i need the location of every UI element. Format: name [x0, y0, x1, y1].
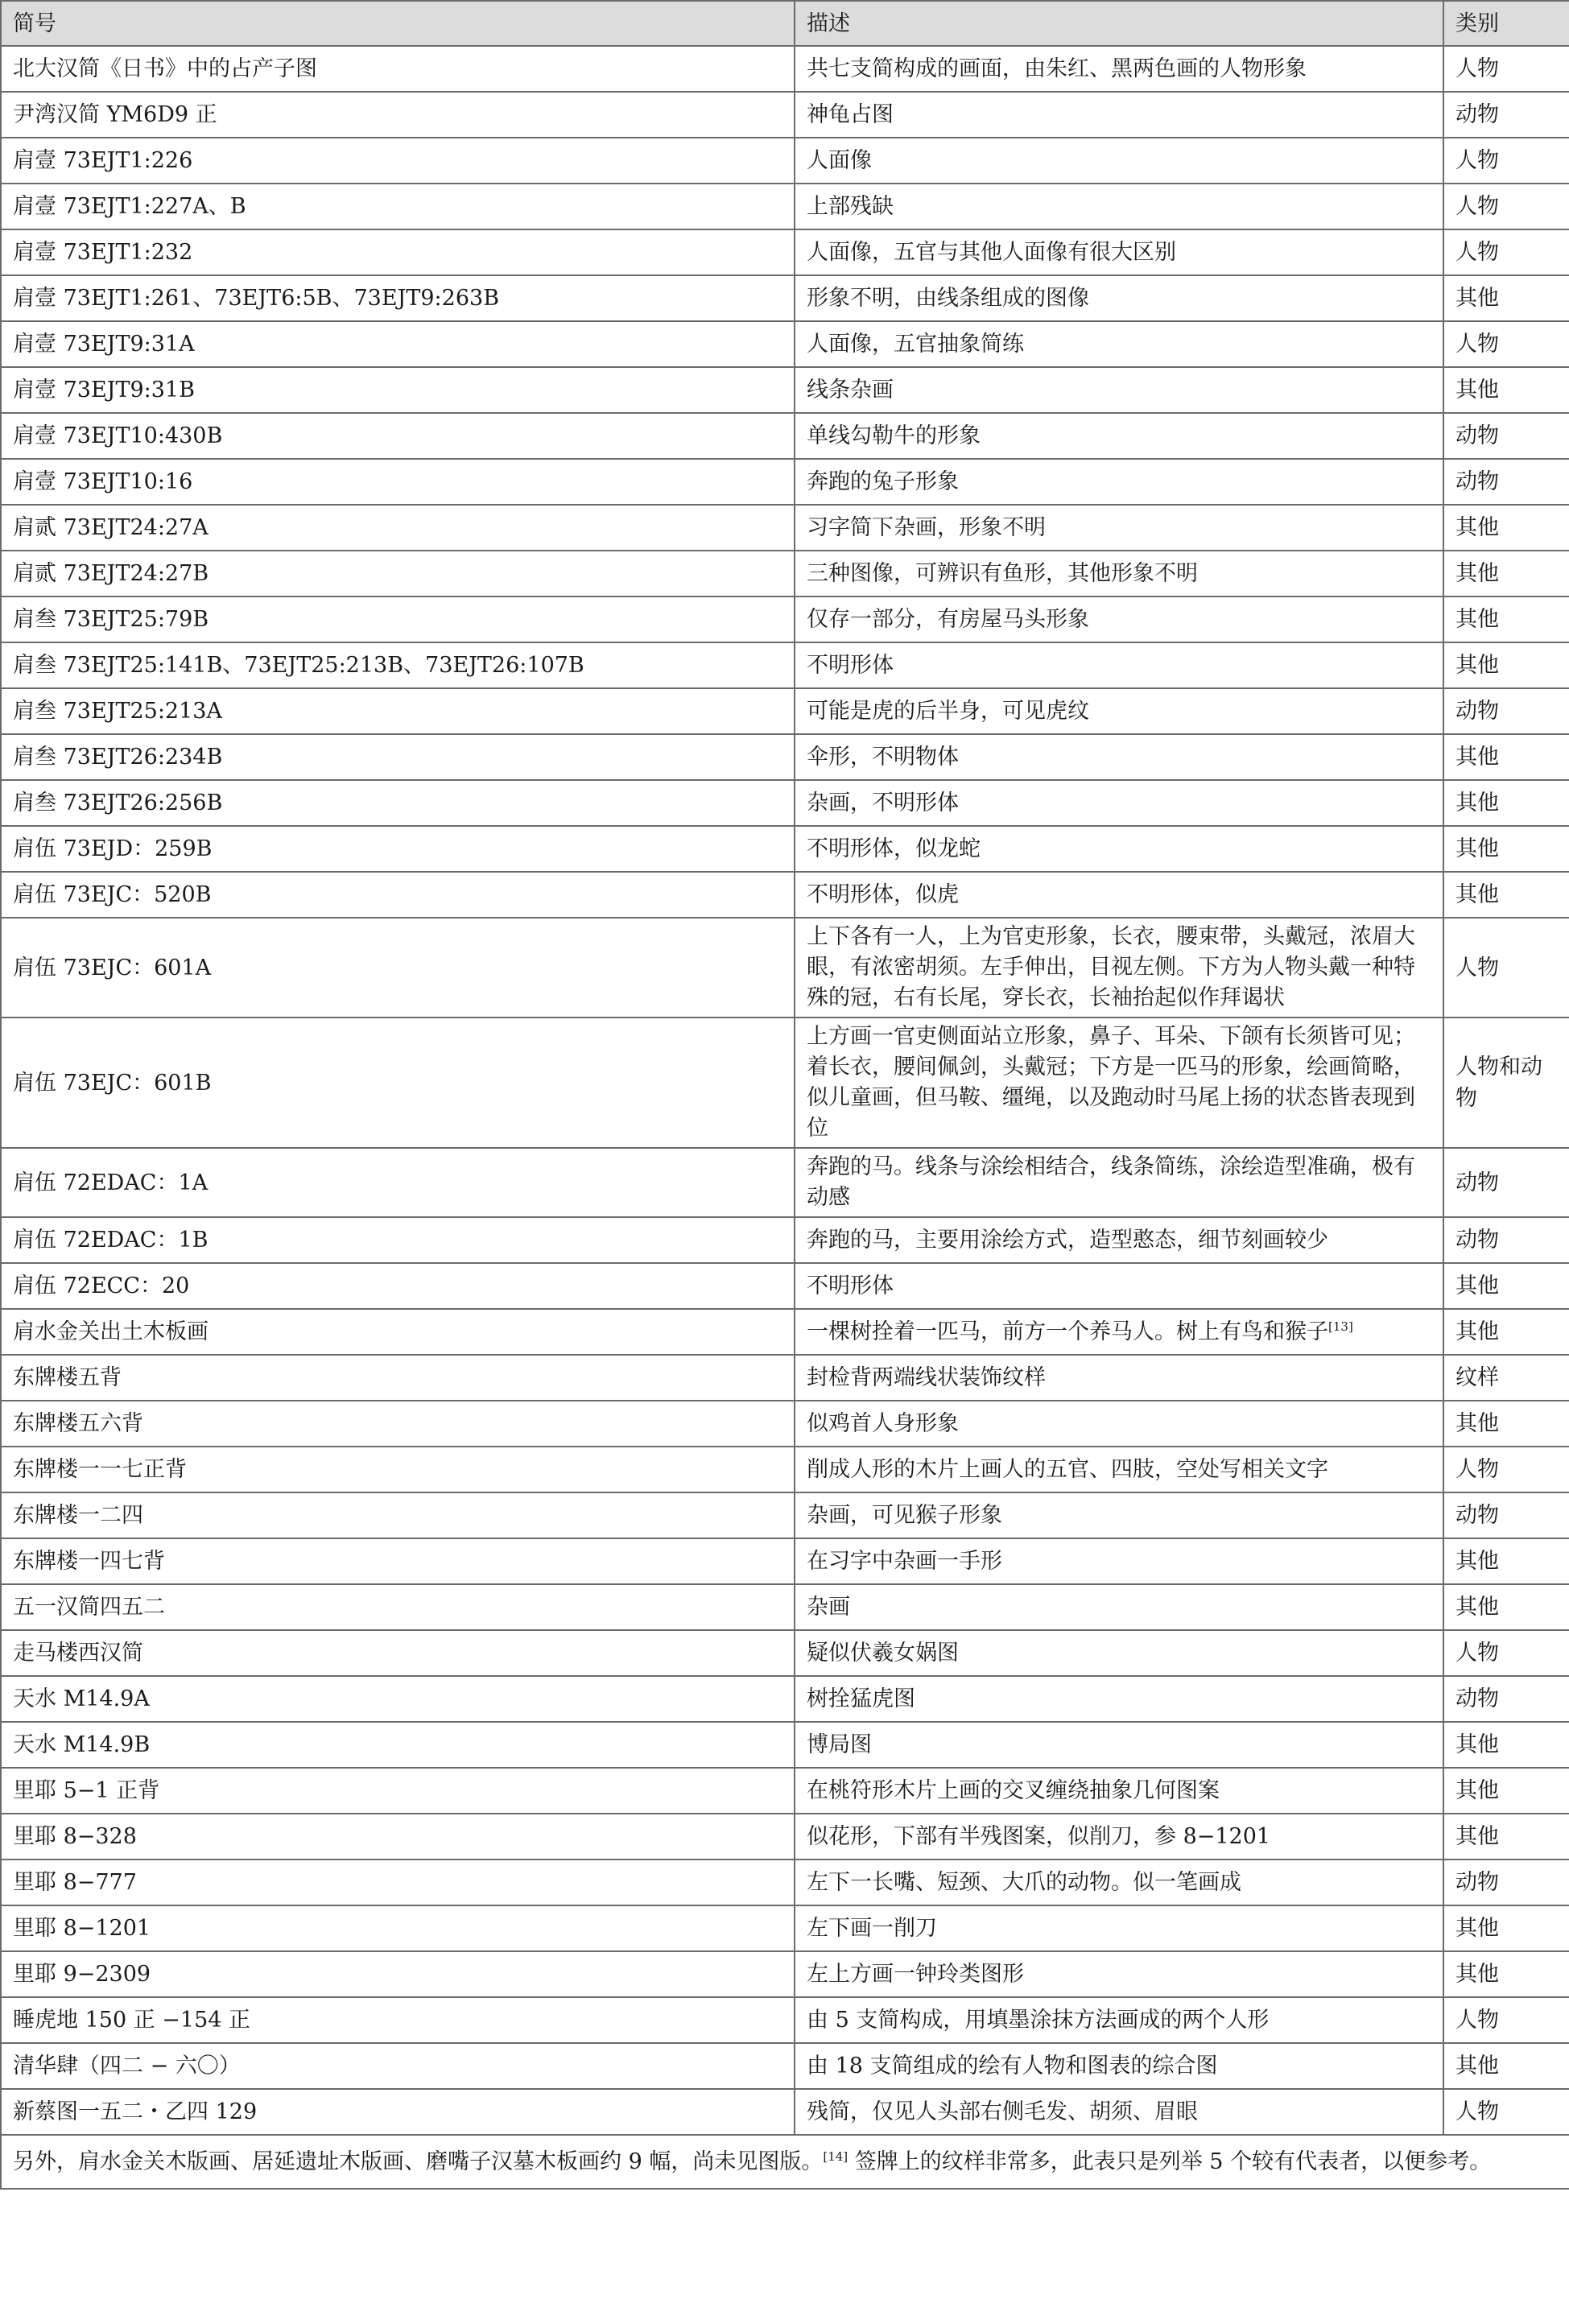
cell-id: 天水 M14.9B: [1, 1722, 795, 1768]
table-row: [1, 413, 1569, 459]
cell-description: [795, 1492, 1443, 1538]
cell-description-text: 形象不明，由线条组成的图像: [807, 285, 1089, 311]
cell-category: 人物: [1443, 1997, 1569, 2043]
cell-description-text: 不明形体: [807, 1273, 894, 1298]
table-row: [1, 1676, 1569, 1722]
cell-description: [795, 688, 1443, 734]
cell-description-text: 三种图像，可辨识有鱼形，其他形象不明: [807, 560, 1198, 586]
cell-id: 东牌楼五背: [1, 1355, 795, 1401]
cell-category: 人物: [1443, 138, 1569, 184]
cell-description: [795, 1814, 1443, 1860]
table-row: [1, 1018, 1569, 1148]
table-row: [1, 1401, 1569, 1447]
cell-description-text: 削成人形的木片上画人的五官、四肢，空处写相关文字: [807, 1456, 1328, 1482]
cell-id: 东牌楼五六背: [1, 1401, 795, 1447]
cell-id: 肩贰 73EJT24:27B: [1, 551, 795, 596]
cell-description: [795, 505, 1443, 551]
cell-id: 走马楼西汉简: [1, 1630, 795, 1676]
cell-category: 动物: [1443, 1148, 1569, 1217]
table-row: [1, 367, 1569, 413]
cell-id: 里耶 9−2309: [1, 1951, 795, 1997]
cell-description: [795, 1722, 1443, 1768]
cell-id: 肩伍 73EJC：601B: [1, 1018, 795, 1148]
table-row: [1, 1722, 1569, 1768]
cell-description: [795, 1355, 1443, 1401]
table-row: [1, 1814, 1569, 1860]
cell-id: 天水 M14.9A: [1, 1676, 795, 1722]
cell-id: 肩伍 72EDAC：1A: [1, 1148, 795, 1217]
table-row: [1, 2089, 1569, 2135]
cell-id: 肩叁 73EJT26:256B: [1, 780, 795, 826]
cell-description-text: 不明形体，似虎: [807, 881, 959, 907]
cell-description-text: 习字简下杂画，形象不明: [807, 514, 1046, 540]
cell-description: [795, 184, 1443, 229]
table-row: [1, 2043, 1569, 2089]
cell-category: 人物: [1443, 229, 1569, 275]
cell-id: 肩叁 73EJT25:79B: [1, 596, 795, 642]
cell-category: 其他: [1443, 1263, 1569, 1309]
note-footnote-ref: [14]: [823, 2149, 848, 2164]
header-id: 简号: [1, 1, 795, 46]
cell-description: [795, 321, 1443, 367]
cell-description: [795, 367, 1443, 413]
table-row: [1, 92, 1569, 138]
table-row: [1, 1997, 1569, 2043]
cell-description-text: 伞形，不明物体: [807, 744, 959, 770]
table-row: [1, 1860, 1569, 1905]
cell-description: [795, 1401, 1443, 1447]
cell-id: 东牌楼一四七背: [1, 1538, 795, 1584]
cell-description: [795, 46, 1443, 92]
cell-category: 其他: [1443, 275, 1569, 321]
cell-description-text: 在习字中杂画一手形: [807, 1548, 1002, 1574]
table-row: [1, 1768, 1569, 1814]
cell-category: 其他: [1443, 505, 1569, 551]
cell-description-text: 奔跑的马。线条与涂绘相结合，线条简练，涂绘造型准确，极有动感: [807, 1154, 1415, 1210]
note-text-after: 签牌上的纹样非常多，此表只是列举 5 个较有代表者，以便参考。: [848, 2149, 1492, 2174]
cell-description: [795, 413, 1443, 459]
cell-description: [795, 918, 1443, 1018]
table-row: [1, 275, 1569, 321]
cell-category: 动物: [1443, 1676, 1569, 1722]
cell-id: 肩伍 73EJC：520B: [1, 872, 795, 918]
cell-id: 北大汉简《日书》中的占产子图: [1, 46, 795, 92]
cell-id: 肩壹 73EJT10:16: [1, 459, 795, 505]
table-header-row: [1, 1, 1569, 46]
cell-description-text: 一棵树拴着一匹马，前方一个养马人。树上有鸟和猴子: [807, 1319, 1328, 1344]
cell-category: 其他: [1443, 1722, 1569, 1768]
table-row: [1, 184, 1569, 229]
cell-description-text: 神龟占图: [807, 101, 894, 127]
cell-description-text: 不明形体: [807, 652, 894, 678]
cell-description: [795, 138, 1443, 184]
table-row: [1, 505, 1569, 551]
cell-description: [795, 1860, 1443, 1905]
table-row: [1, 1355, 1569, 1401]
cell-description: [795, 1148, 1443, 1217]
cell-description: [795, 2089, 1443, 2135]
cell-id: 肩壹 73EJT1:227A、B: [1, 184, 795, 229]
cell-category: 人物: [1443, 1630, 1569, 1676]
cell-description: [795, 642, 1443, 688]
cell-description-text: 可能是虎的后半身，可见虎纹: [807, 698, 1089, 724]
cell-category: 动物: [1443, 92, 1569, 138]
cell-id: 肩叁 73EJT25:141B、73EJT25:213B、73EJT26:107B: [1, 642, 795, 688]
table-row: [1, 918, 1569, 1018]
table-row: [1, 642, 1569, 688]
table-row: [1, 1447, 1569, 1492]
cell-id: 肩伍 72EDAC：1B: [1, 1217, 795, 1263]
cell-category: 其他: [1443, 551, 1569, 596]
cell-category: 其他: [1443, 1584, 1569, 1630]
cell-id: 东牌楼一一七正背: [1, 1447, 795, 1492]
cell-description: [795, 1447, 1443, 1492]
cell-description-text: 左下一长嘴、短颈、大爪的动物。似一笔画成: [807, 1869, 1241, 1895]
cell-category: 人物: [1443, 918, 1569, 1018]
cell-description-text: 似花形，下部有半残图案，似削刀，参 8−1201: [807, 1823, 1271, 1849]
cell-id: 肩伍 72ECC：20: [1, 1263, 795, 1309]
table-row: [1, 1905, 1569, 1951]
footnote-ref: [13]: [1328, 1319, 1353, 1334]
cell-description-text: 杂画，可见猴子形象: [807, 1502, 1002, 1528]
cell-id: 东牌楼一二四: [1, 1492, 795, 1538]
cell-id: 里耶 8−328: [1, 1814, 795, 1860]
cell-category: 其他: [1443, 596, 1569, 642]
cell-id: 新蔡图一五二・乙四 129: [1, 2089, 795, 2135]
header-category: 类别: [1443, 1, 1569, 46]
cell-category: 其他: [1443, 1905, 1569, 1951]
cell-description-text: 杂画: [807, 1594, 850, 1620]
cell-id: 肩壹 73EJT9:31A: [1, 321, 795, 367]
table-row: [1, 872, 1569, 918]
cell-id: 肩壹 73EJT9:31B: [1, 367, 795, 413]
table-row: [1, 1492, 1569, 1538]
table-row: [1, 1951, 1569, 1997]
cell-description: [795, 2043, 1443, 2089]
cell-description-text: 上部残缺: [807, 193, 894, 219]
cell-category: 其他: [1443, 1768, 1569, 1814]
cell-description: [795, 1630, 1443, 1676]
cell-id: 肩叁 73EJT25:213A: [1, 688, 795, 734]
table-row: [1, 1630, 1569, 1676]
cell-id: 肩壹 73EJT1:261、73EJT6:5B、73EJT9:263B: [1, 275, 795, 321]
cell-category: 人物: [1443, 46, 1569, 92]
table-row: [1, 734, 1569, 780]
cell-id: 尹湾汉简 YM6D9 正: [1, 92, 795, 138]
cell-category: 其他: [1443, 1814, 1569, 1860]
cell-category: 动物: [1443, 1492, 1569, 1538]
cell-description-text: 上方画一官吏侧面站立形象，鼻子、耳朵、下颌有长须皆可见；着长衣，腰间佩剑，头戴冠；下方是一匹马的形象，绘画简略，似儿童画，但马鞍、缰绳，以及跑动时马尾上扬的状态皆表现到位: [807, 1024, 1415, 1141]
table-row: [1, 138, 1569, 184]
cell-category: 其他: [1443, 642, 1569, 688]
cell-description: [795, 780, 1443, 826]
cell-description-text: 由 18 支简组成的绘有人物和图表的综合图: [807, 2053, 1218, 2078]
table-row: [1, 826, 1569, 872]
cell-category: 其他: [1443, 367, 1569, 413]
cell-description: [795, 1018, 1443, 1148]
cell-description-text: 树拴猛虎图: [807, 1686, 915, 1711]
cell-description-text: 仅存一部分，有房屋马头形象: [807, 606, 1089, 632]
cell-description: [795, 1905, 1443, 1951]
cell-description: [795, 92, 1443, 138]
cell-description: [795, 734, 1443, 780]
cell-category: 其他: [1443, 1309, 1569, 1355]
cell-category: 其他: [1443, 1538, 1569, 1584]
cell-id: 肩壹 73EJT1:232: [1, 229, 795, 275]
cell-id: 睡虎地 150 正 −154 正: [1, 1997, 795, 2043]
cell-description-text: 奔跑的马，主要用涂绘方式，造型憨态，细节刻画较少: [807, 1227, 1328, 1253]
cell-category: 其他: [1443, 780, 1569, 826]
cell-id: 肩壹 73EJT1:226: [1, 138, 795, 184]
cell-id: 肩伍 73EJC：601A: [1, 918, 795, 1018]
cell-category: 动物: [1443, 413, 1569, 459]
cell-category: 人物: [1443, 2089, 1569, 2135]
table-row: [1, 688, 1569, 734]
cell-id: 肩叁 73EJT26:234B: [1, 734, 795, 780]
table-row: [1, 1584, 1569, 1630]
cell-category: 动物: [1443, 459, 1569, 505]
cell-description-text: 在桃符形木片上画的交叉缠绕抽象几何图案: [807, 1777, 1220, 1803]
cell-id: 肩壹 73EJT10:430B: [1, 413, 795, 459]
cell-description: [795, 1217, 1443, 1263]
table-row: [1, 229, 1569, 275]
cell-description: [795, 826, 1443, 872]
cell-category: 动物: [1443, 688, 1569, 734]
cell-id: 清华肆（四二 − 六〇）: [1, 2043, 795, 2089]
cell-description-text: 疑似伏羲女娲图: [807, 1640, 959, 1666]
cell-description-text: 线条杂画: [807, 377, 894, 402]
cell-description-text: 博局图: [807, 1732, 872, 1757]
cell-description-text: 封检背两端线状装饰纹样: [807, 1364, 1046, 1390]
cell-category: 其他: [1443, 826, 1569, 872]
cell-description-text: 共七支简构成的画面，由朱红、黑两色画的人物形象: [807, 56, 1307, 81]
cell-description-text: 人面像，五官抽象简练: [807, 331, 1024, 357]
table-row: [1, 46, 1569, 92]
cell-category: 人物: [1443, 184, 1569, 229]
cell-description-text: 左上方画一钟玲类图形: [807, 1961, 1024, 1987]
cell-description: [795, 1309, 1443, 1355]
table-row: [1, 1148, 1569, 1217]
table-row: [1, 1309, 1569, 1355]
header-description: 描述: [795, 1, 1443, 46]
table-row: [1, 1538, 1569, 1584]
cell-description: [795, 275, 1443, 321]
cell-description: [795, 1676, 1443, 1722]
cell-description-text: 人面像，五官与其他人面像有很大区别: [807, 239, 1176, 265]
cell-category: 动物: [1443, 1217, 1569, 1263]
cell-description: [795, 1584, 1443, 1630]
cell-description-text: 人面像: [807, 147, 872, 173]
cell-category: 其他: [1443, 1401, 1569, 1447]
cell-category: 纹样: [1443, 1355, 1569, 1401]
cell-description: [795, 551, 1443, 596]
table-row: [1, 321, 1569, 367]
cell-id: 肩贰 73EJT24:27A: [1, 505, 795, 551]
cell-category: 其他: [1443, 1951, 1569, 1997]
cell-category: 人物: [1443, 1447, 1569, 1492]
cell-description-text: 由 5 支简构成，用填墨涂抹方法画成的两个人形: [807, 2007, 1270, 2033]
table-row: [1, 596, 1569, 642]
cell-description-text: 不明形体，似龙蛇: [807, 836, 981, 861]
table-row: [1, 1263, 1569, 1309]
cell-description-text: 左下画一削刀: [807, 1915, 937, 1941]
cell-description: [795, 1768, 1443, 1814]
cell-description: [795, 1997, 1443, 2043]
cell-category: 人物和动物: [1443, 1018, 1569, 1148]
cell-description-text: 单线勾勒牛的形象: [807, 423, 981, 448]
cell-id: 肩水金关出土木板画: [1, 1309, 795, 1355]
table-body: [1, 46, 1569, 2135]
table-note-row: [1, 2135, 1569, 2189]
cell-description-text: 残简，仅见人头部右侧毛发、胡须、眉眼: [807, 2099, 1198, 2124]
cell-category: 其他: [1443, 734, 1569, 780]
table-row: [1, 780, 1569, 826]
cell-category: 动物: [1443, 1860, 1569, 1905]
cell-description-text: 上下各有一人，上为官吏形象，长衣，腰束带，头戴冠，浓眉大眼，有浓密胡须。左手伸出，目视左侧。下方为人物头戴一种特殊的冠，右有长尾，穿长衣，长袖抬起似作拜谒状: [807, 924, 1415, 1010]
cell-id: 里耶 8−777: [1, 1860, 795, 1905]
table-row: [1, 551, 1569, 596]
cell-description-text: 奔跑的兔子形象: [807, 469, 959, 494]
cell-description-text: 似鸡首人身形象: [807, 1410, 959, 1436]
cell-description: [795, 1263, 1443, 1309]
table-row: [1, 459, 1569, 505]
table-row: [1, 1217, 1569, 1263]
cell-category: 其他: [1443, 872, 1569, 918]
table-note: [1, 2135, 1569, 2189]
cell-description: [795, 459, 1443, 505]
cell-description: [795, 596, 1443, 642]
cell-description: [795, 229, 1443, 275]
note-text-before: 另外，肩水金关木版画、居延遗址木版画、磨嘴子汉墓木板画约 9 幅，尚未见图版。: [13, 2149, 824, 2174]
cell-id: 五一汉简四五二: [1, 1584, 795, 1630]
cell-description-text: 杂画，不明形体: [807, 790, 959, 815]
cell-category: 其他: [1443, 2043, 1569, 2089]
cell-id: 肩伍 73EJD：259B: [1, 826, 795, 872]
cell-description: [795, 872, 1443, 918]
cell-category: 人物: [1443, 321, 1569, 367]
cell-id: 里耶 5−1 正背: [1, 1768, 795, 1814]
cell-description: [795, 1951, 1443, 1997]
cell-id: 里耶 8−1201: [1, 1905, 795, 1951]
cell-description: [795, 1538, 1443, 1584]
